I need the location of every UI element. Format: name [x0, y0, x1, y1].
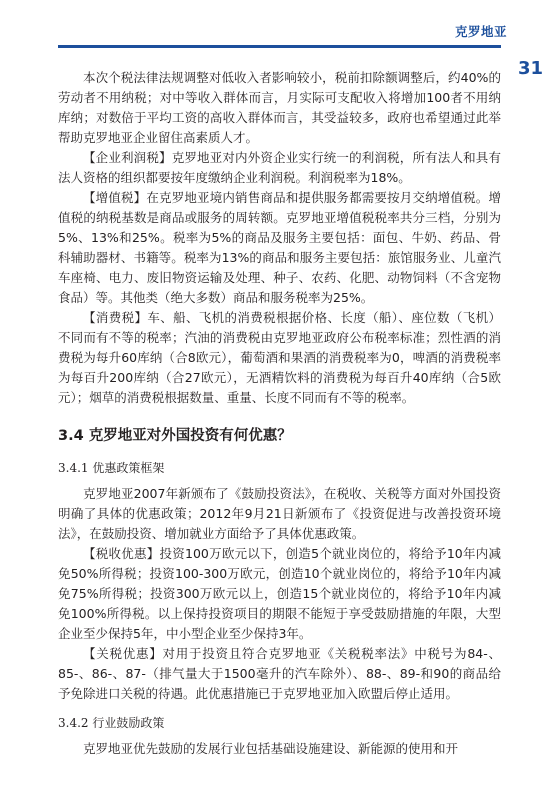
paragraph-text: 对用于投资且符合克罗地亚《关税税率法》中税号为84-、85-、86-、87-（排气量大于1500毫升的汽车除外）、88-、89-和90的商品给予免除进口关税的待遇。此优惠措施已于克罗地亚加入欧盟后停止适用。: [58, 646, 501, 701]
paragraph-tag: 【关税优惠】: [83, 646, 163, 661]
paragraph-tag: 【税收优惠】: [83, 546, 160, 561]
paragraph-text: 车、船、飞机的消费税根据价格、长度（船）、座位数（飞机）不同而有不等的税率；汽油的消费税由克罗地亚政府公布税率标准；烈性酒的消费税为每升60库纳（合8欧元），葡萄酒和果酒的消费税率为0，啤酒的消费税率为每百升200库纳（合27欧元），无酒精饮料的消费税为每百升40库纳（合5欧元）；烟草的消费税根据数量、重量、长度不同而有不等的税率。: [58, 310, 501, 405]
paragraph-text: 在克罗地亚境内销售商品和提供服务都需要按月交纳增值税。增值税的纳税基数是商品或服务的周转额。克罗地亚增值税税率共分三档，分别为5%、13%和25%。税率为5%的商品及服务主要包括：面包、牛奶、药品、骨科辅助器材、书籍等。税率为13%的商品和服务主要包括：旅馆服务业、儿童汽车座椅、电力、废旧物资运输及处理、种子、农药、化肥、动物饲料（不含宠物食品）等。其他类（绝大多数）商品和服务税率为25%。: [58, 190, 501, 305]
page-number: 31: [517, 58, 543, 79]
paragraph-text: 克罗地亚优先鼓励的发展行业包括基础设施建设、新能源的使用和开: [83, 741, 459, 756]
subsection-title: 优惠政策框架: [92, 461, 165, 475]
subsection-heading-industry-incentives: [58, 714, 501, 731]
page-body: [58, 68, 501, 759]
running-header-title: 克罗地亚: [454, 24, 507, 39]
paragraph-text: 克罗地亚2007年新颁布了《鼓励投资法》，在税收、关税等方面对外国投资明确了具体的优惠政策；2012年9月21日新颁布了《投资促进与改善投资环境法》，在鼓励投资、增加就业方面给予了具体优惠政策。: [58, 486, 501, 541]
paragraph-corporate-profit-tax: [58, 148, 501, 188]
paragraph-customs-incentives: [58, 644, 501, 704]
paragraph-tag: 【增值税】: [83, 190, 147, 205]
paragraph-priority-industries: [58, 739, 501, 759]
subsection-number: 3.4.1: [58, 461, 89, 475]
paragraph-text: 克罗地亚对内外资企业实行统一的利润税，所有法人和具有法人资格的组织都要按年度缴纳企业利润税。利润税率为18%。: [58, 150, 501, 185]
paragraph-text: 本次个税法律法规调整对低收入者影响较小，税前扣除额调整后，约40%的劳动者不用纳税；对中等收入群体而言，月实际可支配收入将增加100者不用纳库纳；对数倍于平均工资的高收入群体而言，其受益较多，政府也希望通过此举帮助克罗地亚企业留住高素质人才。: [58, 70, 501, 145]
paragraph-tag: 【消费税】: [83, 310, 148, 325]
header-rule: [58, 45, 501, 48]
section-title: 克罗地亚对外国投资有何优惠？: [88, 428, 292, 444]
paragraph-tax-incentives: [58, 544, 501, 644]
paragraph-income-tax-adjustment: [58, 68, 501, 148]
subsection-heading-policy-framework: [58, 459, 501, 476]
section-heading: [58, 424, 501, 445]
paragraph-consumption-tax: [58, 308, 501, 408]
paragraph-text: 投资100万欧元以下，创造5个就业岗位的，将给予10年内减免50%所得税；投资100-300万欧元，创造10个就业岗位的，将给予10年内减免75%所得税；投资300万欧元以上，创造15个就业岗位的，将给予10年内减免100%所得税。以上保持投资项目的期限不能短于享受鼓励措施的年限，大型企业至少保持5年，中小型企业至少保持3年。: [58, 546, 501, 641]
paragraph-tag: 【企业利润税】: [83, 150, 172, 165]
subsection-number: 3.4.2: [58, 716, 89, 730]
paragraph-investment-law: [58, 484, 501, 544]
subsection-title: 行业鼓励政策: [92, 716, 165, 730]
section-number: 3.4: [58, 428, 84, 444]
paragraph-vat: [58, 188, 501, 308]
